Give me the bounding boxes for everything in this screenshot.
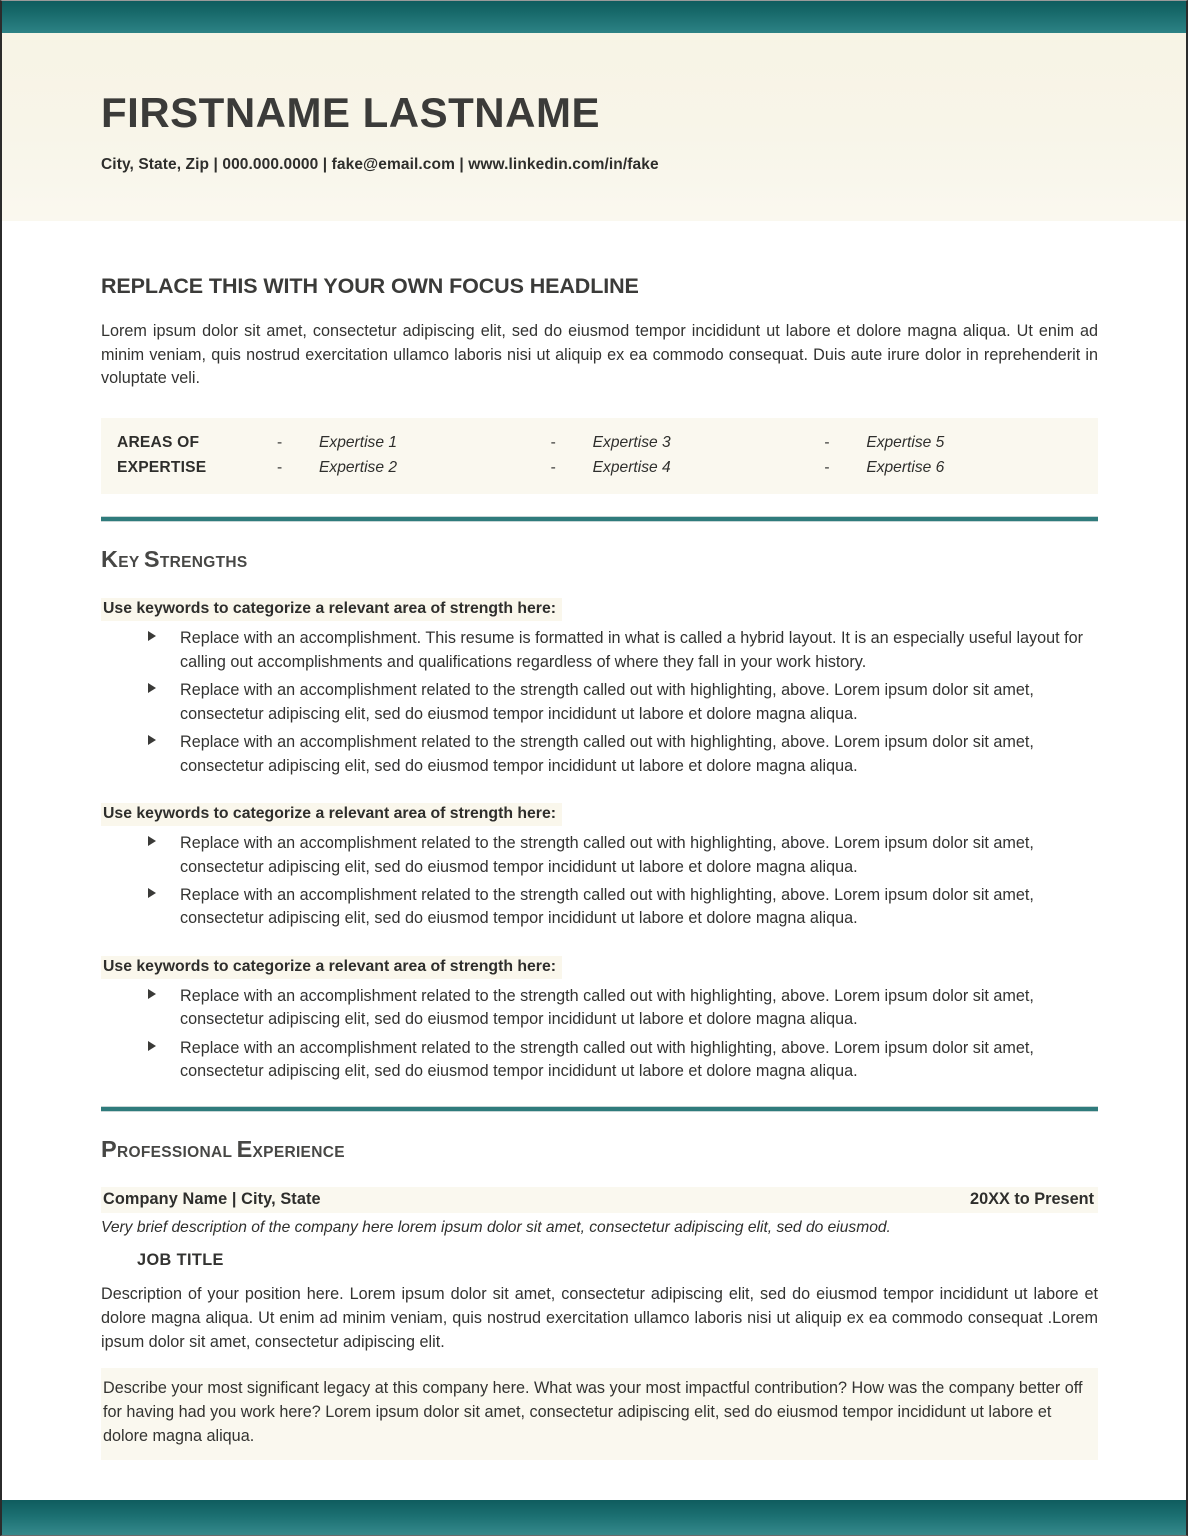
strength-bullet-list — [101, 627, 1098, 778]
heading-text: EY — [118, 554, 144, 572]
bottom-accent-bar — [2, 1500, 1186, 1535]
list-item — [148, 731, 1098, 778]
bullet-text: Replace with an accomplishment related to the strength called out with highlighting, above. Lorem ipsum dolor sit amet, consectetur adipiscing elit, sed do eiusmod tempor incididunt ut labore et dolore magna aliqua. — [180, 886, 1034, 928]
expertise-item: Expertise 4 — [592, 459, 671, 477]
strength-bullet-list — [101, 832, 1098, 931]
triangle-bullet-icon — [148, 836, 156, 846]
heading-cap-letter: E — [236, 1135, 253, 1162]
list-item — [148, 1037, 1098, 1084]
bullet-text: Replace with an accomplishment related to the strength called out with highlighting, above. Lorem ipsum dolor sit amet, consectetur adipiscing elit, sed do eiusmod tempor incididunt ut labore et dolore magna aliqua. — [180, 1038, 1034, 1081]
triangle-bullet-icon — [148, 888, 156, 898]
company-description: Very brief description of the company here lorem ipsum dolor sit amet, consectetur adipiscing elit, sed do eiusmod. — [101, 1218, 891, 1236]
resume-header — [2, 33, 1186, 221]
expertise-item: Expertise 6 — [866, 459, 945, 477]
expertise-dash: - — [277, 433, 283, 451]
bullet-text: Replace with an accomplishment related to the strength called out with highlighting, above. Lorem ipsum dolor sit amet, consectetur adipiscing elit, sed do eiusmod tempor incididunt ut labore et dolore magna aliqua. — [180, 733, 1034, 775]
heading-text: XPERIENCE — [252, 1143, 345, 1161]
triangle-bullet-icon — [148, 1041, 156, 1051]
job-title: JOB TITLE — [137, 1250, 224, 1269]
expertise-dash: - — [550, 433, 556, 451]
triangle-bullet-icon — [148, 735, 156, 745]
table-row — [117, 430, 1098, 455]
bullet-text: Replace with an accomplishment. This resume is formatted in what is called a hybrid layout. It is an especially useful layout for calling out accomplishments and qualifications regardless of where they fall in your work history. — [180, 629, 1084, 671]
section-heading-key-strengths — [101, 546, 1098, 573]
contact-line: City, State, Zip | 000.000.0000 | fake@email.com | www.linkedin.com/in/fake — [101, 155, 659, 173]
job-description: Description of your position here. Lorem ipsum dolor sit amet, consectetur adipiscing elit, sed do eiusmod tempor incididunt ut labore et dolore magna aliqua. Ut enim ad minim veniam, quis nostrud exercitation ullamco laboris nisi ut aliquip ex ea commodo consequat .Lorem ipsum dolor sit amet, consectetur adipiscing elit. — [101, 1284, 1098, 1351]
strength-subheading: Use keywords to categorize a relevant area of strength here: — [101, 598, 562, 621]
bullet-text: Replace with an accomplishment related to the strength called out with highlighting, above. Lorem ipsum dolor sit amet, consectetur adipiscing elit, sed do eiusmod tempor incididunt ut labore et dolore magna aliqua. — [180, 834, 1034, 876]
triangle-bullet-icon — [148, 989, 156, 999]
list-item — [148, 832, 1098, 879]
list-item — [148, 627, 1098, 674]
employment-dates: 20XX to Present — [970, 1189, 1094, 1208]
expertise-item: Expertise 2 — [319, 459, 398, 477]
job-entry — [101, 1187, 1098, 1460]
heading-cap-letter: K — [101, 546, 119, 573]
expertise-dash: - — [824, 459, 830, 477]
heading-cap-letter: S — [143, 546, 160, 573]
heading-cap-letter: P — [101, 1135, 117, 1162]
heading-text: TRENGTHS — [159, 554, 248, 572]
section-divider-2 — [101, 1106, 1098, 1112]
expertise-item: Expertise 1 — [319, 433, 398, 451]
strength-subheading: Use keywords to categorize a relevant area of strength here: — [101, 803, 562, 826]
strength-group — [101, 931, 1098, 1084]
section-divider-1 — [101, 516, 1098, 522]
focus-headline: REPLACE THIS WITH YOUR OWN FOCUS HEADLINE — [101, 274, 639, 298]
candidate-name: FIRSTNAME LASTNAME — [101, 89, 600, 136]
list-item — [148, 985, 1098, 1032]
areas-of-expertise-table — [117, 430, 1098, 480]
expertise-label-line-2: EXPERTISE — [117, 459, 207, 477]
expertise-item: Expertise 5 — [866, 433, 945, 451]
heading-text: ROFESSIONAL — [116, 1143, 237, 1161]
strength-group — [101, 573, 1098, 778]
expertise-dash: - — [550, 459, 556, 477]
bullet-text: Replace with an accomplishment related to the strength called out with highlighting, above. Lorem ipsum dolor sit amet, consectetur adipiscing elit, sed do eiusmod tempor incididunt ut labore et dolore magna aliqua. — [180, 986, 1034, 1029]
expertise-item: Expertise 3 — [592, 433, 671, 451]
bullet-text: Replace with an accomplishment related to the strength called out with highlighting, above. Lorem ipsum dolor sit amet, consectetur adipiscing elit, sed do eiusmod tempor incididunt ut labore et dolore magna aliqua. — [180, 681, 1034, 723]
expertise-dash: - — [824, 433, 830, 451]
areas-of-expertise-block — [101, 418, 1098, 494]
expertise-label-line-1: AREAS OF — [117, 433, 200, 451]
list-item — [148, 679, 1098, 726]
section-heading-professional-experience — [101, 1136, 1098, 1163]
top-accent-bar — [2, 1, 1186, 33]
job-legacy-highlight: Describe your most significant legacy at this company here. What was your most impactful contribution? How was the company better off for having had you work here? Lorem ipsum dolor sit amet, consectetur adipiscing elit, sed do eiusmod tempor incididunt ut labore et dolore magna aliqua. — [101, 1368, 1098, 1459]
triangle-bullet-icon — [148, 631, 156, 641]
strength-group — [101, 778, 1098, 931]
resume-body — [2, 221, 1186, 1500]
list-item — [148, 884, 1098, 931]
strength-bullet-list — [101, 985, 1098, 1084]
job-header-row — [101, 1187, 1098, 1213]
table-row — [117, 455, 1098, 480]
strength-subheading: Use keywords to categorize a relevant area of strength here: — [101, 956, 562, 979]
triangle-bullet-icon — [148, 683, 156, 693]
summary-paragraph: Lorem ipsum dolor sit amet, consectetur adipiscing elit, sed do eiusmod tempor incididunt ut labore et dolore magna aliqua. Ut enim ad minim veniam, quis nostrud exercitation ullamco laboris nisi ut aliquip ex ea commodo consequat. Duis aute irure dolor in reprehenderit in voluptate veli. — [101, 322, 1098, 388]
expertise-dash: - — [277, 459, 283, 477]
company-name: Company Name | City, State — [103, 1189, 321, 1208]
